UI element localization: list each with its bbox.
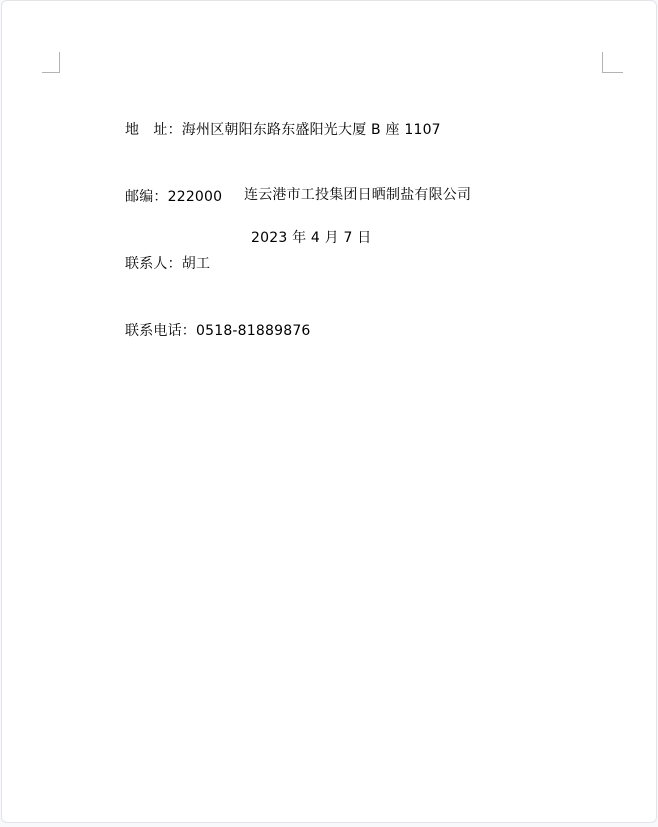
margin-crop-mark-top-left-icon bbox=[42, 52, 60, 73]
contact-person-line: 联系人：胡工 bbox=[125, 256, 211, 273]
postcode-line: 邮编：222000 bbox=[125, 189, 223, 206]
signature-date: 2023 年 4 月 7 日 bbox=[251, 230, 372, 246]
document-page bbox=[1, 0, 657, 823]
address-line: 地 址：海州区朝阳东路东盛阳光大厦 B 座 1107 bbox=[125, 121, 441, 138]
margin-crop-mark-top-right-icon bbox=[602, 52, 623, 73]
phone-line: 联系电话：0518-81889876 bbox=[125, 323, 311, 340]
company-signature: 连云港市工投集团日晒制盐有限公司 bbox=[244, 187, 472, 203]
